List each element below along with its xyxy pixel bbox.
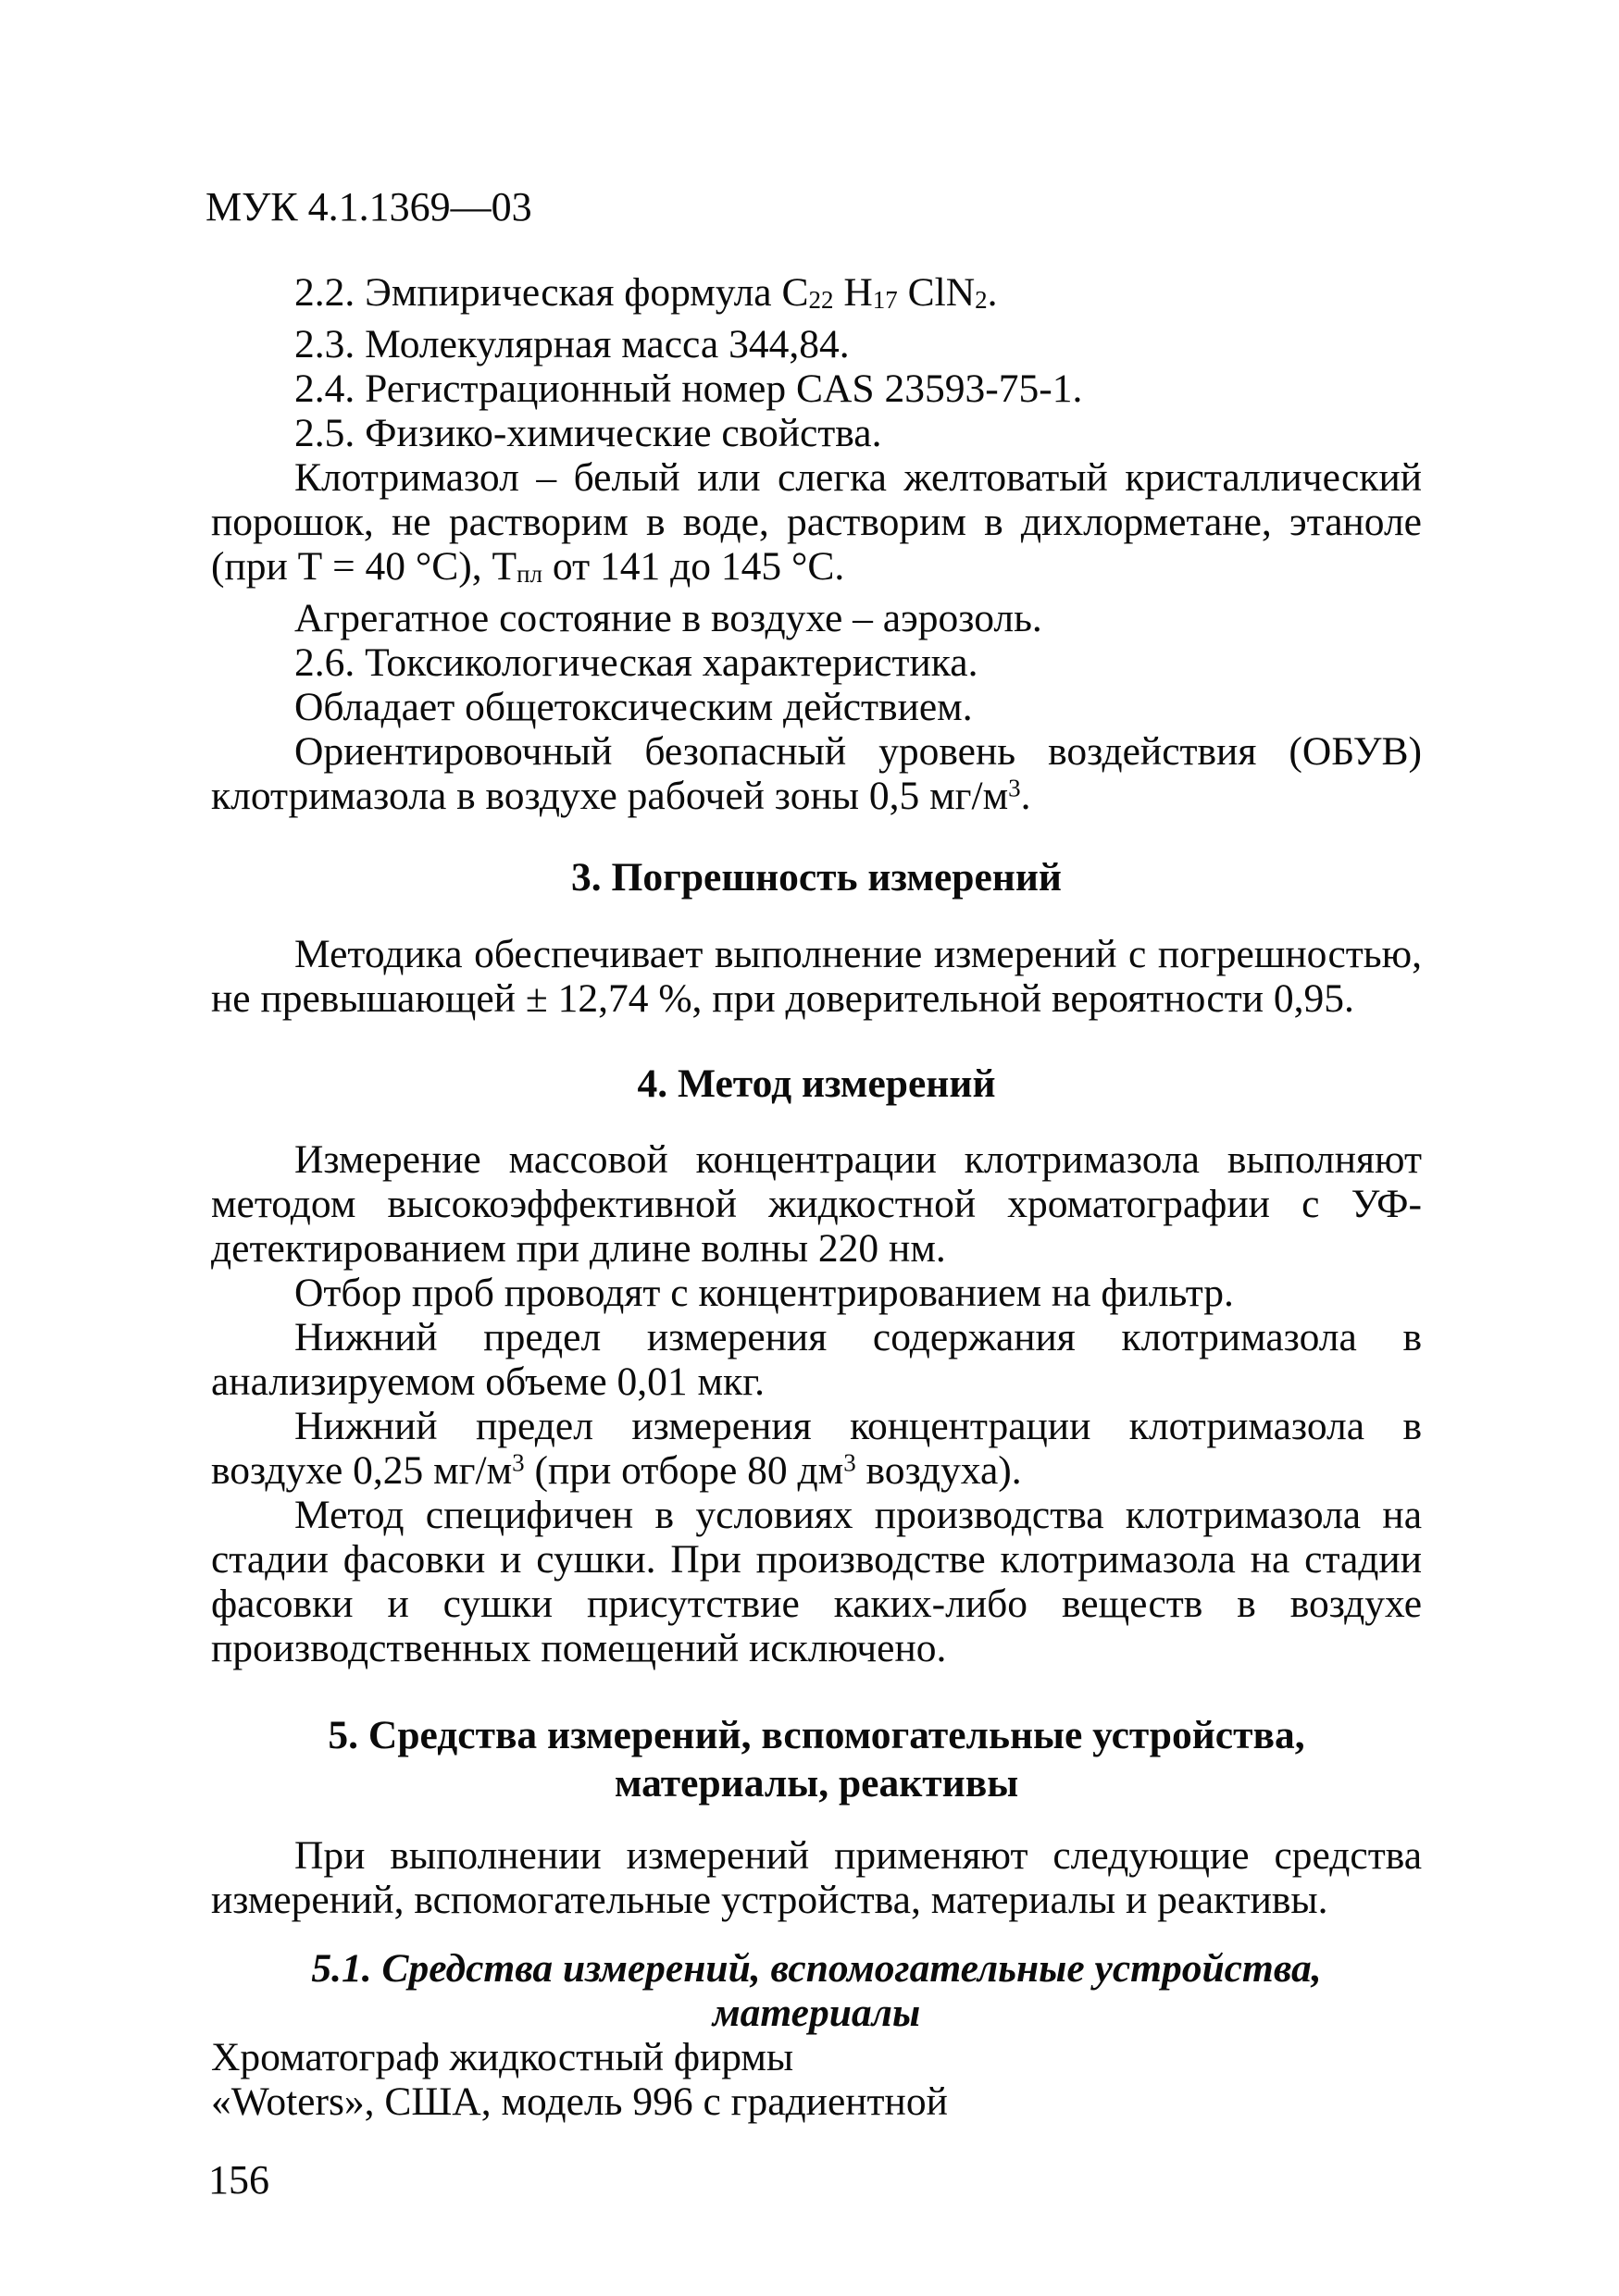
document-body	[211, 270, 1422, 2124]
document-code-header: МУК 4.1.1369—03	[205, 184, 532, 230]
section-3-paragraph: Методика обеспечивает выполнение измерений с погрешностью, не превышающей ± 12,74 %, при доверительной вероятности 0,95.	[211, 932, 1422, 1022]
section-4-heading: 4. Метод измерений	[637, 1061, 996, 1107]
toxicology-title: 2.6. Токсикологическая характеристика.	[294, 640, 978, 686]
method-paragraph: Измерение массовой концентрации клотримазола выполняют методом высокоэффективной жидкостной хроматографии с УФ-детектированием при длине волны 220 нм.	[211, 1137, 1422, 1272]
section-3-heading: 3. Погрешность измерений	[571, 855, 1062, 900]
physchem-properties-title: 2.5. Физико-химические свойства.	[294, 411, 882, 456]
lower-limit-concentration-paragraph: Нижний предел измерения концентрации клотримазола в воздухе 0,25 $мг/м^3$ (при отборе 80 $дм^3$ воздуха).	[211, 1404, 1422, 1494]
lower-limit-content-paragraph: Нижний предел измерения содержания клотримазола в анализируемом объеме 0,01 мкг.	[211, 1315, 1422, 1405]
page-number: 156	[208, 2157, 269, 2203]
toxic-effect-line: Обладает общетоксическим действием.	[294, 685, 973, 730]
properties-paragraph: Клотримазол – белый или слегка желтоватый кристаллический порошок, не растворим в воде, растворим в дихлорметане, этаноле (при Т = 40 °С), $Т_{пл}$ от 141 до 145 °С.	[211, 455, 1422, 590]
subsection-5-1-heading: 5.1. Средства измерений, вспомогательные устройства, материалы	[311, 1946, 1322, 2036]
aggregate-state-line: Агрегатное состояние в воздухе – аэрозоль.	[294, 596, 1042, 641]
section-5-heading-line-2: материалы, реактивы	[614, 1761, 1019, 1806]
cas-number-line: 2.4. Регистрационный номер CAS 23593-75-1.	[294, 366, 1083, 412]
specificity-paragraph: Метод специфичен в условиях производства клотримазола на стадии фасовки и сушки. При производстве клотримазола на стадии фасовки и сушки присутствие каких-либо веществ в воздухе производственных помещений исключено.	[211, 1493, 1422, 1671]
formula-line: 2.2. Эмпирическая формула $C_{22}$ $H_{17}$ ClN$_2$.	[294, 270, 998, 315]
chromatograph-line-1: Хроматограф жидкостный фирмы	[211, 2035, 794, 2080]
section-5-paragraph: При выполнении измерений применяют следующие средства измерений, вспомогательные устройства, материалы и реактивы.	[211, 1833, 1422, 1923]
molecular-mass-line: 2.3. Молекулярная масса 344,84.	[294, 322, 850, 367]
section-5-heading-line-1: 5. Средства измерений, вспомогательные устройства,	[328, 1713, 1305, 1758]
section-5-heading	[211, 1711, 1422, 1807]
sampling-line: Отбор проб проводят с концентрированием на фильтр.	[294, 1271, 1234, 1316]
chromatograph-line-2: «Woters», США, модель 996 с градиентной	[211, 2079, 948, 2125]
obuv-paragraph: Ориентировочный безопасный уровень воздействия (ОБУВ) клотримазола в воздухе рабочей зоны 0,5 $мг/м^3$.	[211, 729, 1422, 819]
